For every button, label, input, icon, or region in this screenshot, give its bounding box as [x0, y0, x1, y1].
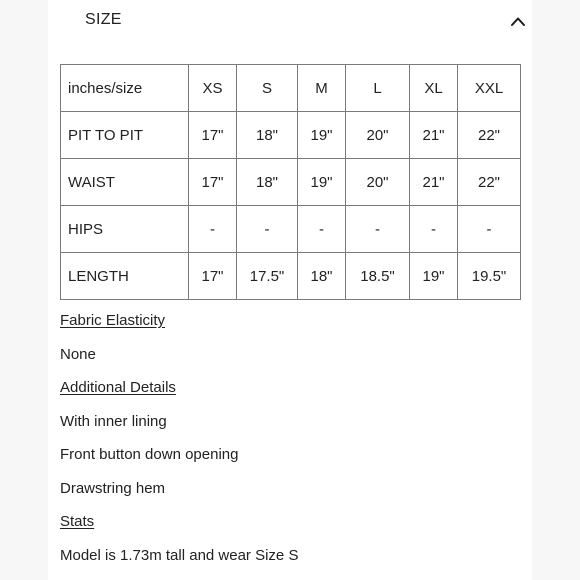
table-cell: 19"	[298, 112, 346, 159]
table-cell: -	[237, 206, 298, 253]
table-row-pit-to-pit	[61, 112, 521, 159]
table-cell: 18.5"	[346, 253, 410, 300]
chevron-up-icon[interactable]	[510, 14, 526, 28]
table-cell: 21"	[410, 112, 458, 159]
table-cell: -	[410, 206, 458, 253]
table-row-waist	[61, 159, 521, 206]
stats-heading: Stats	[60, 513, 95, 530]
table-cell: 20"	[346, 159, 410, 206]
table-cell: 17"	[189, 112, 237, 159]
additional-details-heading: Additional Details	[60, 379, 176, 396]
header-cell-xl: XL	[410, 65, 458, 112]
table-cell: 17"	[189, 159, 237, 206]
detail-item-button-opening: Front button down opening	[60, 446, 239, 463]
header-cell-xxl: XXL	[458, 65, 521, 112]
table-cell: 21"	[410, 159, 458, 206]
table-cell: 17"	[189, 253, 237, 300]
table-cell: 18"	[237, 112, 298, 159]
size-chart-table	[60, 64, 521, 300]
table-cell: 18"	[237, 159, 298, 206]
detail-item-drawstring-hem: Drawstring hem	[60, 479, 166, 497]
detail-item-inner-lining: With inner lining	[60, 412, 167, 430]
row-label: HIPS	[61, 206, 189, 253]
header-cell-s: S	[237, 65, 298, 112]
stats-value: Model is 1.73m tall and wear Size S	[60, 546, 299, 564]
table-row-hips	[61, 206, 521, 253]
table-cell: 22"	[458, 159, 521, 206]
table-cell: -	[189, 206, 237, 253]
table-cell: 22"	[458, 112, 521, 159]
header-cell-l: L	[346, 65, 410, 112]
row-label: WAIST	[61, 159, 189, 206]
table-cell: 20"	[346, 112, 410, 159]
size-accordion-header[interactable]	[48, 0, 532, 42]
header-cell-m: M	[298, 65, 346, 112]
table-cell: 17.5"	[237, 253, 298, 300]
fabric-elasticity-heading: Fabric Elasticity	[60, 312, 166, 329]
table-cell: -	[298, 206, 346, 253]
row-label: LENGTH	[61, 253, 189, 300]
table-cell: -	[346, 206, 410, 253]
table-row-length	[61, 253, 521, 300]
row-label: PIT TO PIT	[61, 112, 189, 159]
table-cell: 19.5"	[458, 253, 521, 300]
table-cell: 18"	[298, 253, 346, 300]
size-accordion-title: SIZE	[85, 11, 122, 28]
table-cell: -	[458, 206, 521, 253]
table-cell: 19"	[410, 253, 458, 300]
header-cell-xs: XS	[189, 65, 237, 112]
fabric-elasticity-value: None	[60, 345, 96, 363]
table-cell: 19"	[298, 159, 346, 206]
header-cell-inches-size: inches/size	[61, 65, 189, 112]
table-header-row	[61, 65, 521, 112]
product-details-text	[60, 311, 520, 579]
